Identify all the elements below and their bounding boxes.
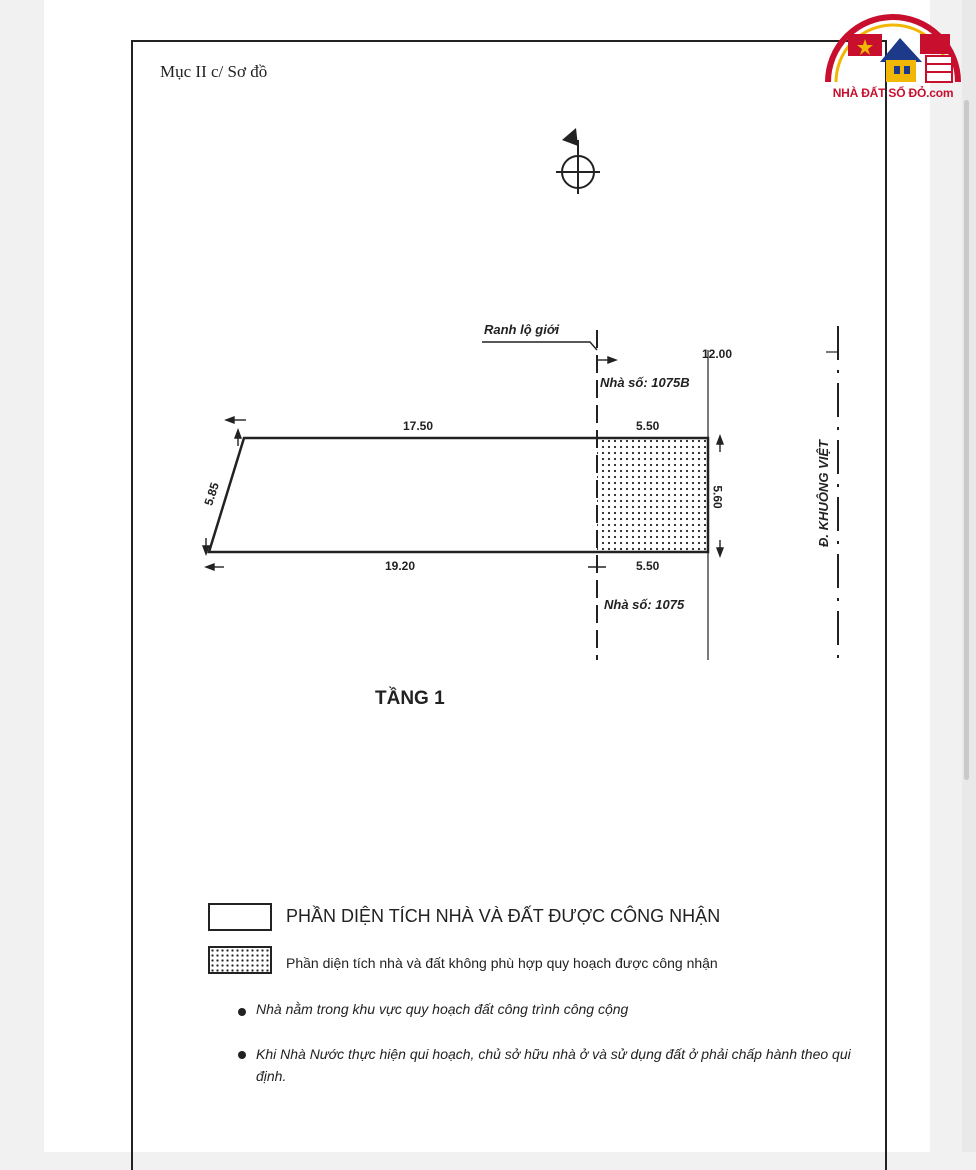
dim-left-side: 5.85 bbox=[201, 480, 222, 508]
dim-bottom-left: 19.20 bbox=[385, 559, 416, 573]
dim-top-right: 5.50 bbox=[636, 419, 660, 433]
note-1: Nhà nằm trong khu vực quy hoạch đất công trình công cộng bbox=[256, 1001, 629, 1017]
dim-top-left: 17.50 bbox=[403, 419, 434, 433]
note-2: Khi Nhà Nước thực hiện qui hoạch, chủ sở hữu nhà ở và sử dụng đất ở phải chấp hành theo qui định. bbox=[256, 1046, 851, 1084]
boundary-label: Ranh lộ giới bbox=[484, 322, 560, 337]
legend-swatch-not-compliant bbox=[208, 946, 272, 974]
house-number-bottom: Nhà số: 1075 bbox=[604, 597, 685, 612]
bullet-icon bbox=[238, 1008, 246, 1016]
plot-outline bbox=[209, 438, 708, 552]
legend-not-compliant: Phần diện tích nhà và đất không phù hợp quy hoạch được công nhận bbox=[286, 955, 718, 971]
floor-label: TẦNG 1 bbox=[375, 688, 445, 709]
dim-right-side: 5.60 bbox=[710, 485, 725, 509]
boundary-leader bbox=[482, 342, 597, 350]
non-compliant-area bbox=[597, 438, 708, 552]
dim-bottom-right: 5.50 bbox=[636, 559, 660, 573]
house-number-top: Nhà số: 1075B bbox=[600, 375, 690, 390]
street-name: Đ. KHUÔNG VIỆT bbox=[815, 440, 831, 547]
section-title: Mục II c/ Sơ đồ bbox=[160, 62, 268, 81]
watermark-text: NHÀ ĐẤT SỔ ĐỎ.com bbox=[832, 86, 954, 100]
north-arrow-icon bbox=[556, 128, 600, 194]
legend-swatch-recognized bbox=[208, 903, 272, 931]
legend-recognized: PHẦN DIỆN TÍCH NHÀ VÀ ĐẤT ĐƯỢC CÔNG NHẬN bbox=[286, 906, 721, 926]
bullet-icon bbox=[238, 1051, 246, 1059]
dim-road-width: 12.00 bbox=[702, 347, 733, 361]
